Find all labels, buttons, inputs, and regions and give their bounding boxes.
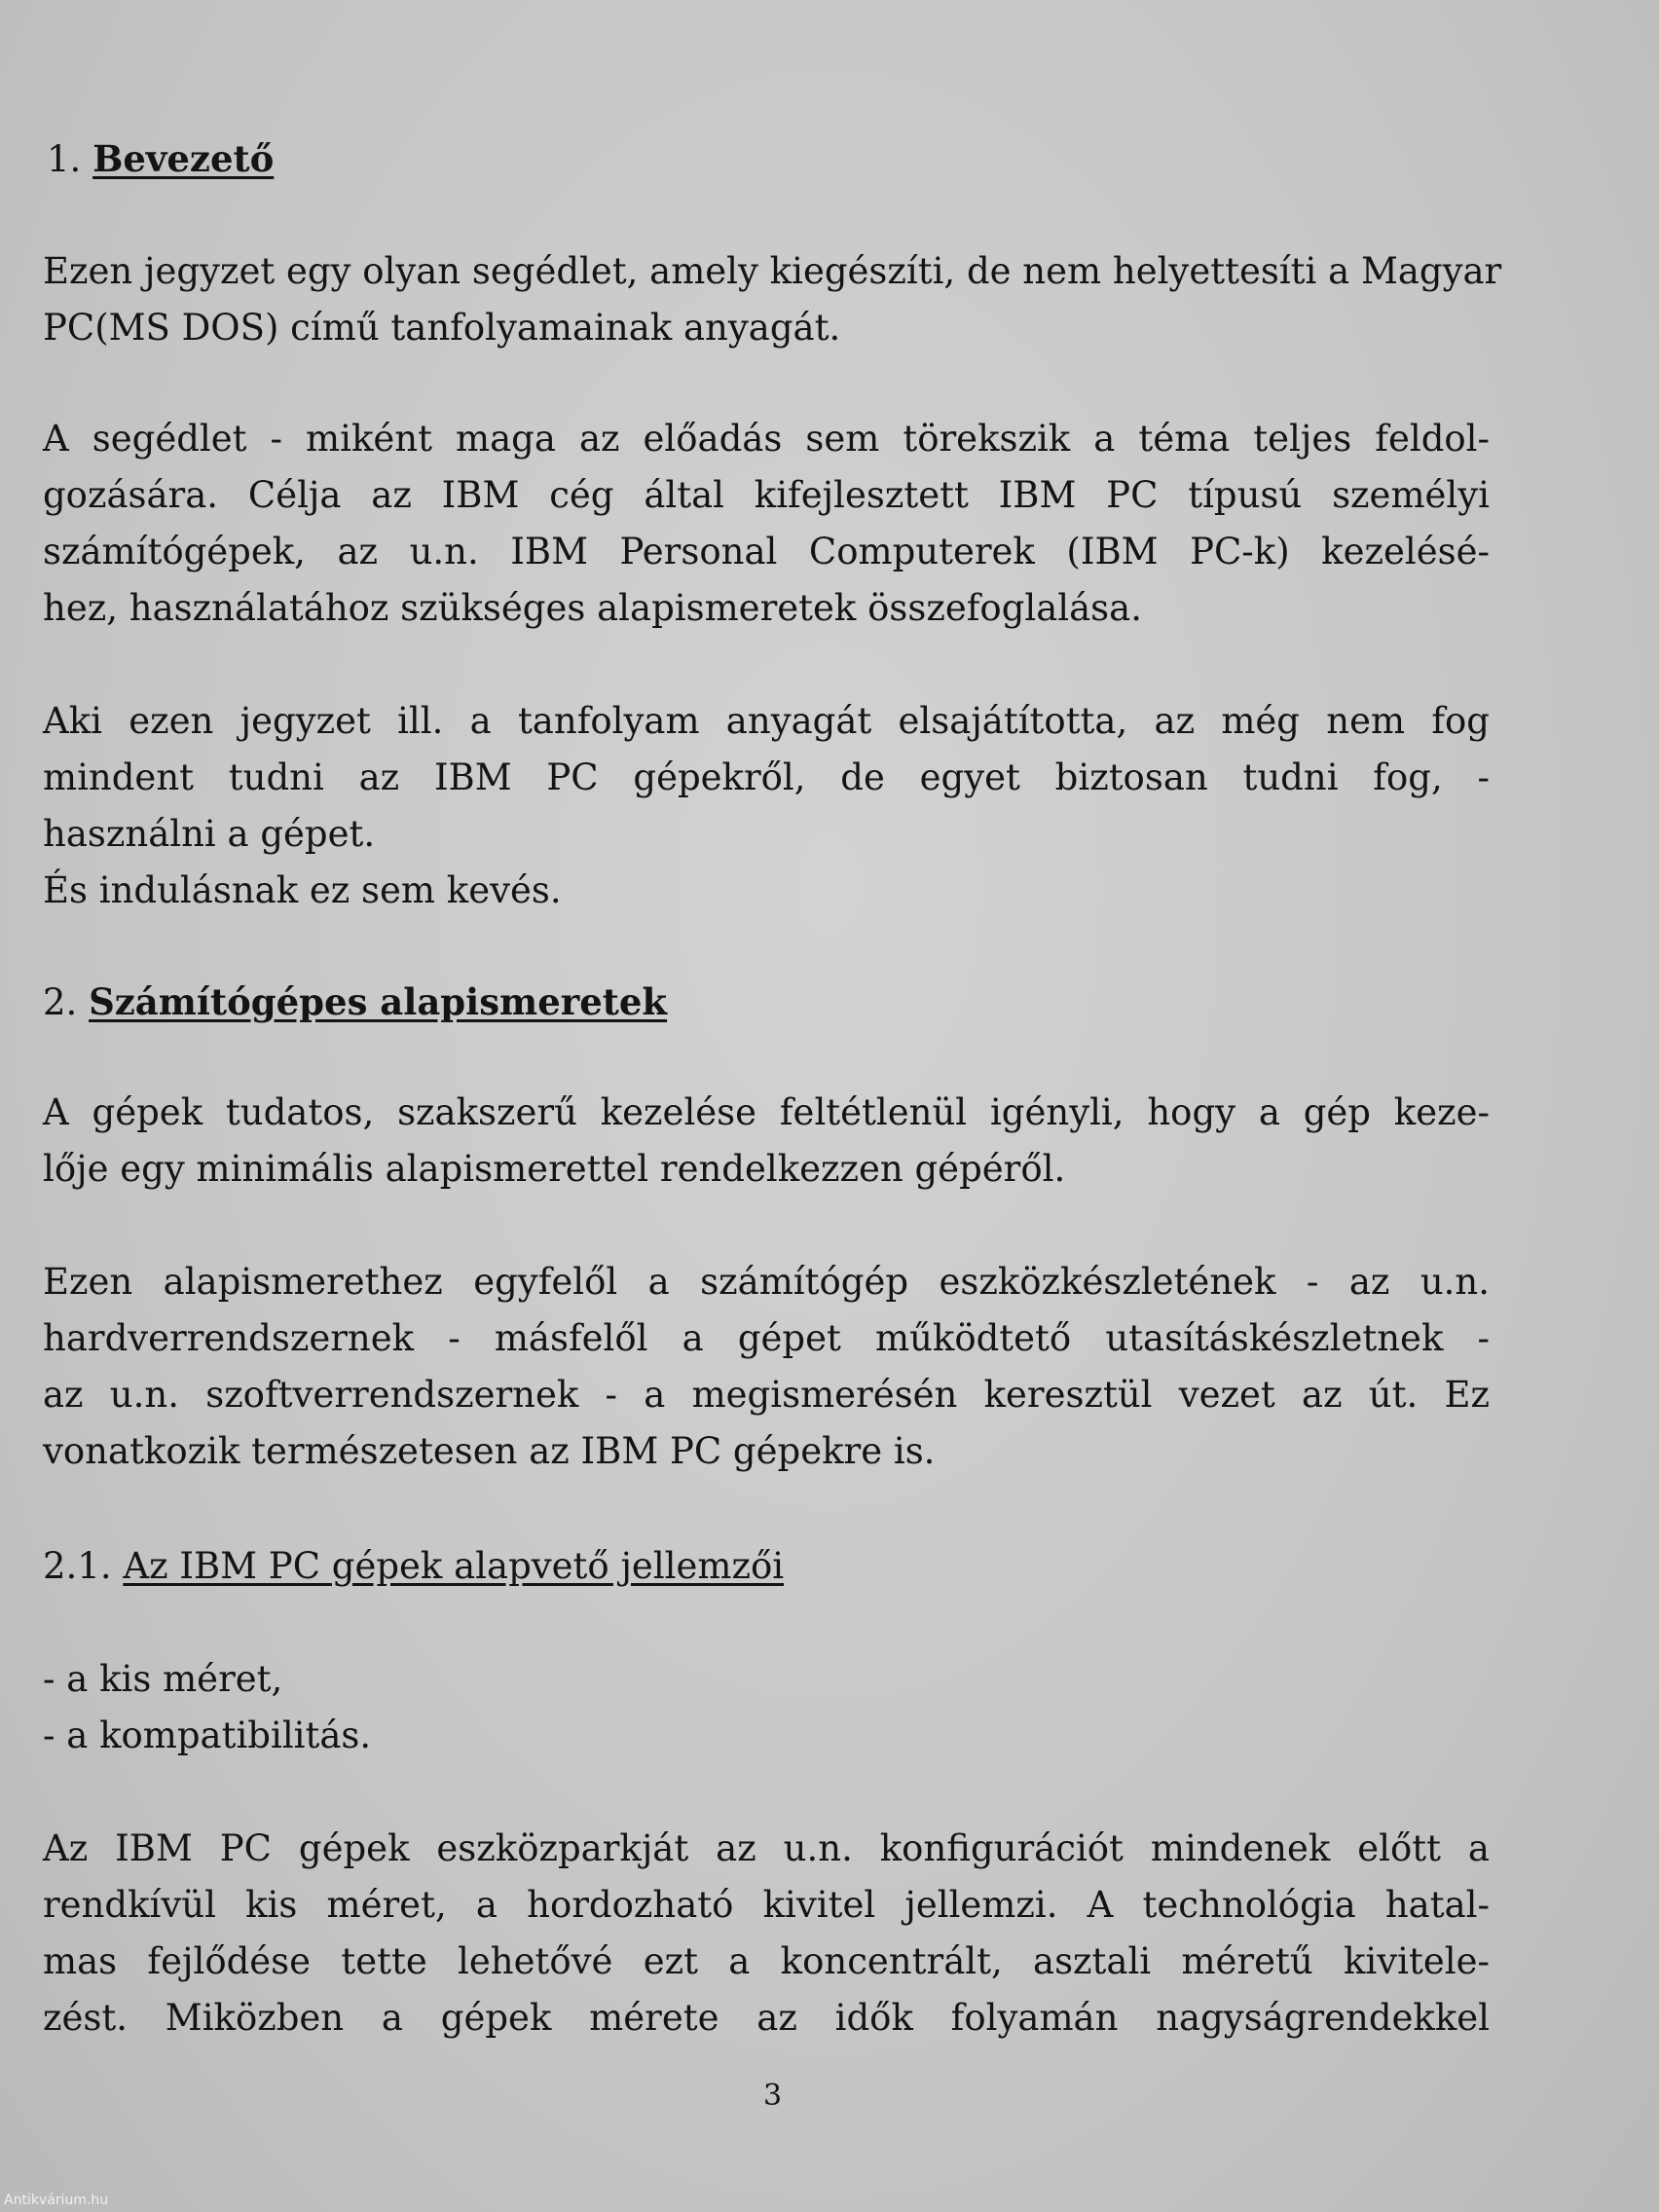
paragraph-line: vonatkozik természetesen az IBM PC gépekre is. <box>43 1430 936 1472</box>
paragraph-line: hardverrendszernek - másfelől a gépet működtető utasításkészletnek - <box>43 1317 1490 1359</box>
paragraph-line: mindent tudni az IBM PC gépekről, de egyet biztosan tudni fog, - <box>43 756 1490 798</box>
paragraph-line: A gépek tudatos, szakszerű kezelése feltétlenül igényli, hogy a gép keze- <box>43 1091 1490 1133</box>
paragraph-line: mas fejlődése tette lehetővé ezt a koncentrált, asztali méretű kivitele- <box>43 1940 1490 1982</box>
section-title: Bevezető <box>92 137 275 180</box>
list-item: - a kompatibilitás. <box>43 1714 372 1756</box>
paragraph-line: rendkívül kis méret, a hordozható kivitel jellemzi. A technológia hatal- <box>43 1884 1490 1926</box>
paragraph-line: Aki ezen jegyzet ill. a tanfolyam anyagát elsajátította, az még nem fog <box>43 700 1490 742</box>
paragraph-line: használni a gépet. <box>43 813 376 855</box>
section-number: 2.1. <box>43 1545 112 1587</box>
section-number: 1. <box>47 138 82 180</box>
section-number: 2. <box>43 981 78 1023</box>
paragraph-line: lője egy minimális alapismerettel rendelkezzen gépéről. <box>43 1148 1066 1190</box>
subsection-heading-2-1 <box>43 1538 784 1595</box>
section-heading-2 <box>43 974 667 1031</box>
section-heading-1 <box>47 130 274 188</box>
paragraph-line: A segédlet - miként maga az előadás sem törekszik a téma teljes feldol- <box>43 418 1490 460</box>
paragraph-line: hez, használatához szükséges alapismeretek összefoglalása. <box>43 587 1142 629</box>
paragraph-line: az u.n. szoftverrendszernek - a megismerésén keresztül vezet az út. Ez <box>43 1374 1490 1416</box>
paragraph-line: És indulásnak ez sem kevés. <box>43 869 562 911</box>
section-title: Számítógépes alapismeretek <box>89 980 668 1023</box>
paragraph-line: gozására. Célja az IBM cég által kifejlesztett IBM PC típusú személyi <box>43 474 1490 516</box>
section-title: Az IBM PC gépek alapvető jellemzői <box>123 1545 785 1587</box>
paragraph-line: PC(MS DOS) című tanfolyamainak anyagát. <box>43 307 841 349</box>
paragraph-line: számítógépek, az u.n. IBM Personal Computerek (IBM PC-k) kezelésé- <box>43 531 1490 572</box>
paragraph-line: Az IBM PC gépek eszközparkját az u.n. konfigurációt mindenek előtt a <box>43 1827 1490 1869</box>
paragraph-line: zést. Miközben a gépek mérete az idők folyamán nagyságrendekkel <box>43 1997 1490 2039</box>
watermark: Antikvárium.hu <box>4 2193 109 2208</box>
paragraph-line: Ezen alapismerethez egyfelől a számítógép eszközkészletének - az u.n. <box>43 1261 1490 1303</box>
page-number: 3 <box>763 2079 783 2113</box>
list-item: - a kis méret, <box>43 1658 283 1700</box>
paragraph-line: Ezen jegyzet egy olyan segédlet, amely kiegészíti, de nem helyettesíti a Magyar <box>43 250 1502 292</box>
